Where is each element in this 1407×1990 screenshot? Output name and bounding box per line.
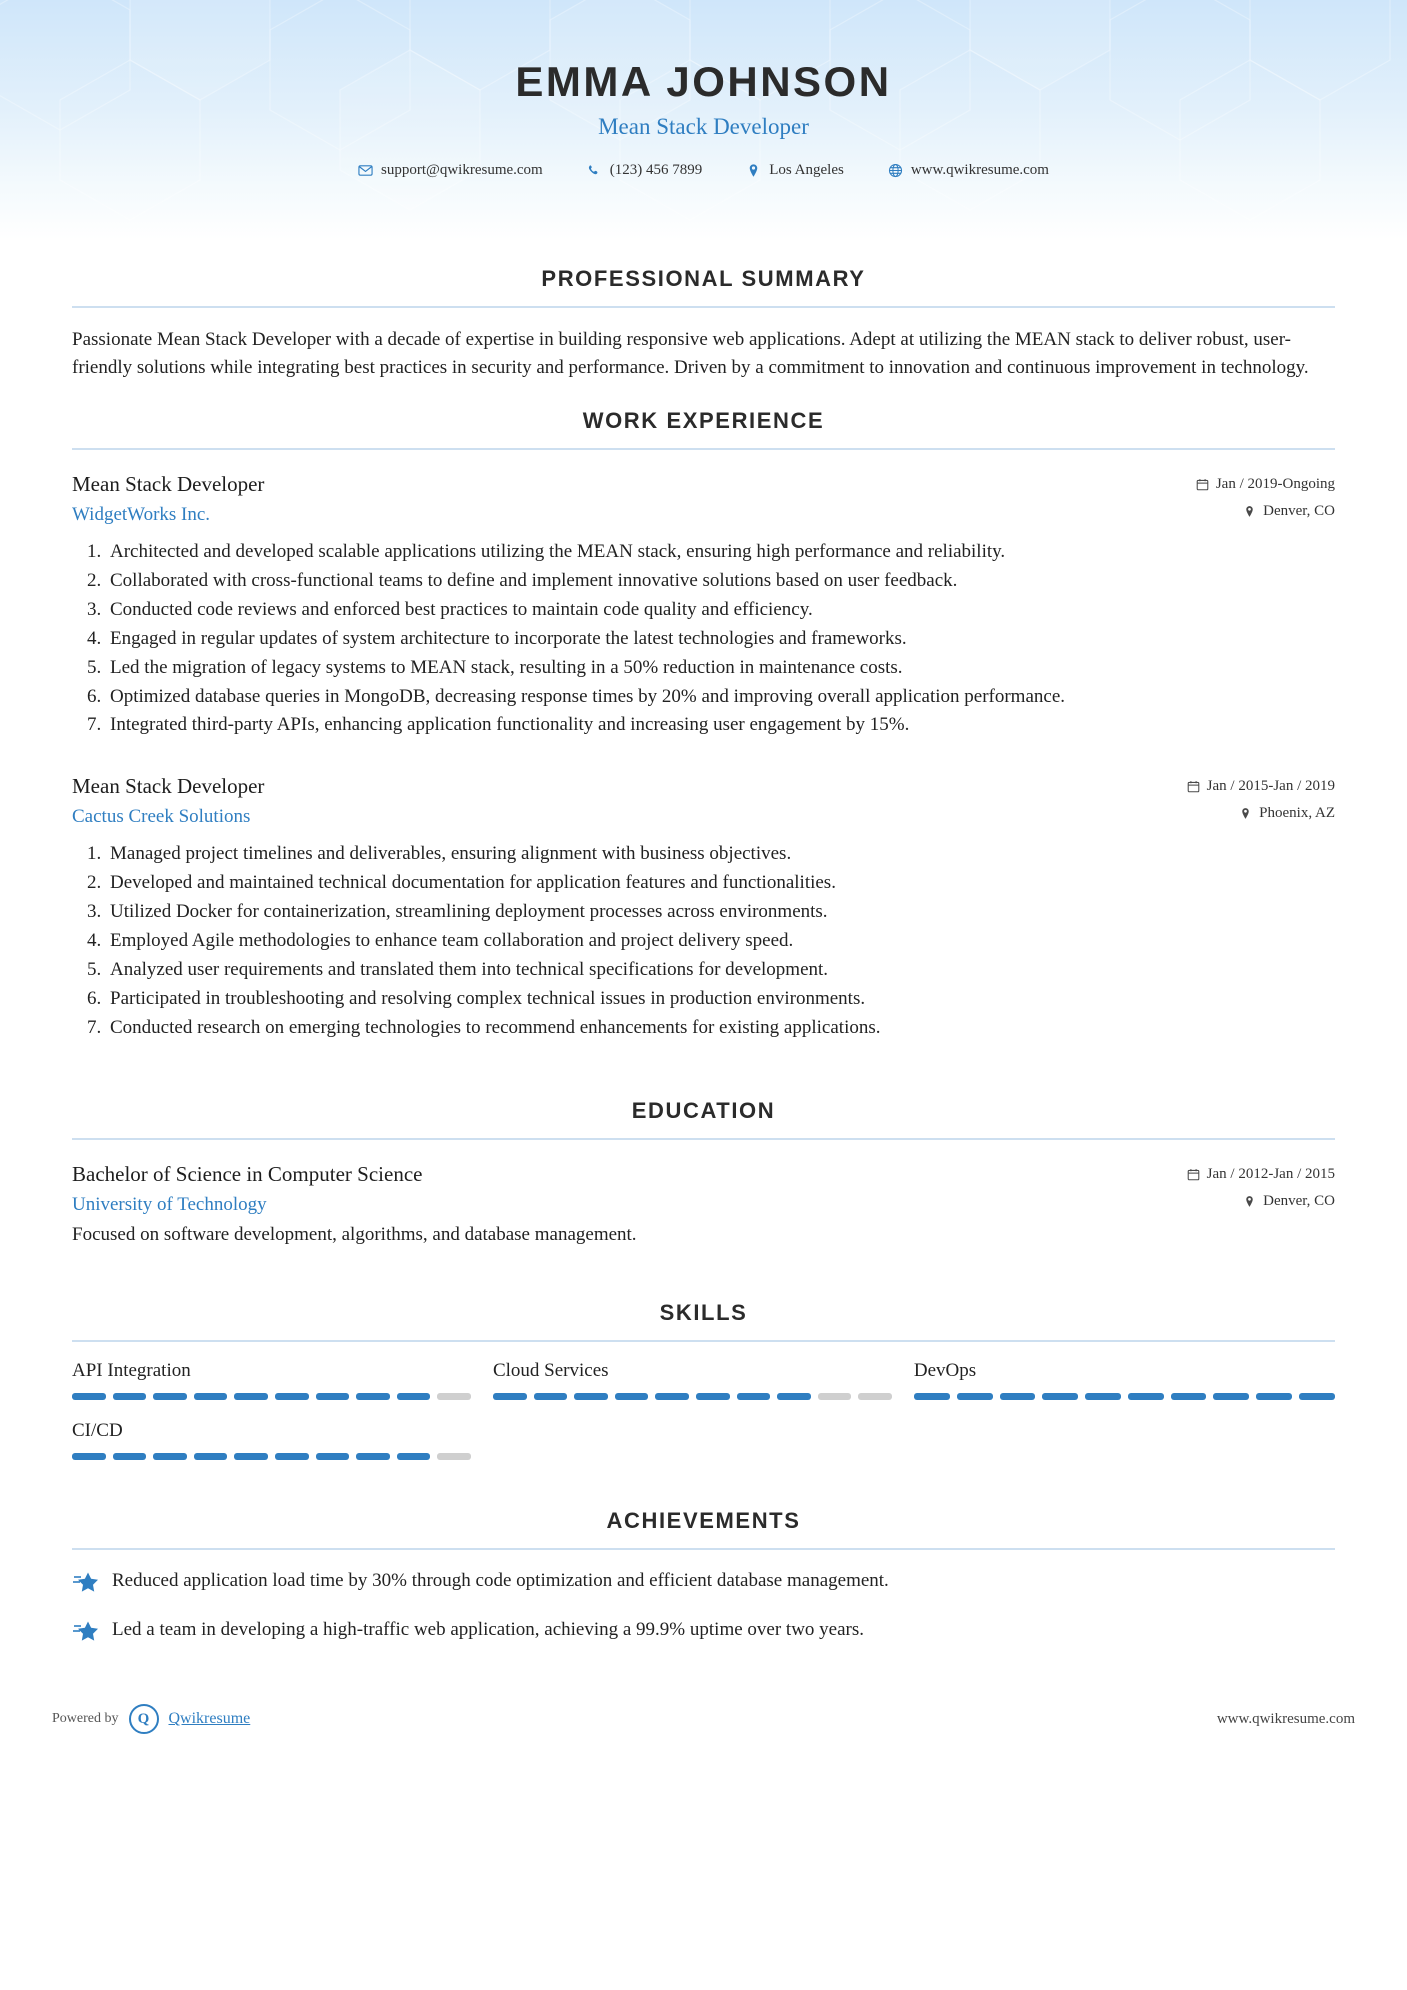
job-bullet: 6. Participated in troubleshooting and resolving complex technical issues in production environments. xyxy=(106,985,1335,1014)
job-dates-text: Jan / 2019-Ongoing xyxy=(1215,476,1335,493)
job-bullet: 1. Architected and developed scalable applications utilizing the MEAN stack, ensuring high performance and reliability. xyxy=(106,538,1335,567)
education-description: Focused on software development, algorithms, and database management. xyxy=(72,1224,637,1246)
job-role: Mean Stack Developer xyxy=(72,774,265,799)
page-footer xyxy=(0,1704,1407,1760)
job-bullet: 4. Employed Agile methodologies to enhance team collaboration and project delivery speed. xyxy=(106,927,1335,956)
job-bullets xyxy=(72,538,1335,740)
divider xyxy=(72,1138,1335,1140)
calendar-icon xyxy=(1196,478,1209,491)
section-professional-summary xyxy=(0,266,1407,382)
experience-entry xyxy=(72,774,1335,1042)
star-badge-icon xyxy=(72,1619,98,1648)
job-title-subtitle: Mean Stack Developer xyxy=(598,114,809,139)
divider xyxy=(72,1548,1335,1550)
footer-website[interactable]: www.qwikresume.com xyxy=(1216,1710,1355,1727)
education-degree: Bachelor of Science in Computer Science xyxy=(72,1162,423,1187)
achievement-item xyxy=(72,1568,1335,1599)
calendar-icon xyxy=(1187,780,1200,793)
education-location-text: Denver, CO xyxy=(1263,1193,1335,1210)
education-dates-text: Jan / 2012-Jan / 2015 xyxy=(1206,1166,1335,1183)
globe-icon xyxy=(888,163,903,178)
skill-level-bar xyxy=(72,1393,471,1400)
section-education xyxy=(0,1098,1407,1246)
skills-heading: SKILLS xyxy=(659,1300,748,1326)
summary-heading: PROFESSIONAL SUMMARY xyxy=(541,266,866,291)
contact-location-text: Los Angeles xyxy=(769,162,844,178)
job-bullet: 3. Utilized Docker for containerization, streamlining deployment processes across environments. xyxy=(106,898,1335,927)
skill-level-bar xyxy=(493,1393,892,1400)
location-pin-icon xyxy=(1243,1195,1256,1208)
job-dates xyxy=(1187,778,1335,795)
section-work-experience xyxy=(0,408,1407,1042)
skills-grid xyxy=(72,1360,1335,1480)
contact-website[interactable] xyxy=(888,162,1049,179)
skill-level-bar xyxy=(914,1393,1335,1400)
contact-location xyxy=(746,162,844,179)
job-location xyxy=(1196,503,1335,520)
header-banner xyxy=(0,0,1407,240)
education-school[interactable]: University of Technology xyxy=(72,1194,267,1216)
footer-brand[interactable] xyxy=(52,1704,250,1734)
contact-row xyxy=(0,162,1407,179)
achievement-text: Reduced application load time by 30% through code optimization and efficient database management. xyxy=(112,1570,889,1592)
job-bullet: 7. Integrated third-party APIs, enhancing application functionality and increasing user engagement by 15%. xyxy=(106,711,1335,740)
phone-icon xyxy=(587,163,602,178)
experience-entry xyxy=(72,472,1335,740)
skill-name: API Integration xyxy=(72,1360,191,1382)
contact-phone[interactable] xyxy=(587,162,703,179)
experience-heading: WORK EXPERIENCE xyxy=(582,408,825,434)
education-heading: EDUCATION xyxy=(631,1098,776,1124)
job-bullets xyxy=(72,840,1335,1042)
divider xyxy=(72,1340,1335,1342)
job-location xyxy=(1187,805,1335,822)
divider xyxy=(72,306,1335,308)
job-bullet: 7. Conducted research on emerging technologies to recommend enhancements for existing applications. xyxy=(106,1014,1335,1043)
skill-item xyxy=(914,1360,1335,1400)
job-bullet: 2. Developed and maintained technical documentation for application features and functionalities. xyxy=(106,869,1335,898)
location-pin-icon xyxy=(1243,505,1256,518)
education-location xyxy=(1187,1193,1335,1210)
location-pin-icon xyxy=(1239,807,1252,820)
job-bullet: 1. Managed project timelines and deliverables, ensuring alignment with business objectives. xyxy=(106,840,1335,869)
powered-by-label: Powered by xyxy=(52,1711,119,1727)
job-dates-text: Jan / 2015-Jan / 2019 xyxy=(1206,778,1335,795)
skill-name: DevOps xyxy=(913,1360,977,1382)
achievements-heading: ACHIEVEMENTS xyxy=(606,1508,801,1534)
job-company[interactable]: Cactus Creek Solutions xyxy=(72,806,251,828)
skill-item xyxy=(493,1360,914,1400)
summary-text: Passionate Mean Stack Developer with a decade of expertise in building responsive web applications. Adept at utilizing the MEAN stack to deliver robust, user-friendly solutions while integrating best practices in security and performance. Driven by a commitment to innovation and continuous improvement in technology. xyxy=(72,329,1309,379)
page-title: EMMA JOHNSON xyxy=(515,58,892,105)
qwikresume-logo-icon: Q xyxy=(129,1704,159,1734)
skill-name: CI/CD xyxy=(72,1420,123,1442)
envelope-icon xyxy=(358,163,373,178)
job-role: Mean Stack Developer xyxy=(72,472,265,497)
job-company[interactable]: WidgetWorks Inc. xyxy=(72,504,211,526)
section-achievements xyxy=(0,1508,1407,1648)
contact-phone-text: (123) 456 7899 xyxy=(609,162,703,178)
skill-item xyxy=(72,1420,493,1460)
star-badge-icon xyxy=(72,1570,98,1599)
contact-email[interactable] xyxy=(358,162,543,179)
achievement-item xyxy=(72,1617,1335,1648)
job-bullet: 2. Collaborated with cross-functional teams to define and implement innovative solutions based on user feedback. xyxy=(106,567,1335,596)
section-skills xyxy=(0,1300,1407,1480)
skill-level-bar xyxy=(72,1453,471,1460)
achievement-text: Led a team in developing a high-traffic web application, achieving a 99.9% uptime over two years. xyxy=(112,1619,865,1641)
qwikresume-link[interactable]: Qwikresume xyxy=(168,1710,251,1728)
contact-website-text: www.qwikresume.com xyxy=(910,162,1049,178)
job-bullet: 6. Optimized database queries in MongoDB, decreasing response times by 20% and improving overall application performance. xyxy=(106,683,1335,712)
skill-item xyxy=(72,1360,493,1400)
job-bullet: 3. Conducted code reviews and enforced best practices to maintain code quality and efficiency. xyxy=(106,596,1335,625)
job-bullet: 5. Analyzed user requirements and translated them into technical specifications for development. xyxy=(106,956,1335,985)
job-bullet: 4. Engaged in regular updates of system architecture to incorporate the latest technologies and frameworks. xyxy=(106,625,1335,654)
education-dates xyxy=(1187,1166,1335,1183)
contact-email-text: support@qwikresume.com xyxy=(381,162,543,178)
divider xyxy=(72,448,1335,450)
education-entry xyxy=(72,1162,1335,1246)
calendar-icon xyxy=(1187,1168,1200,1181)
job-dates xyxy=(1196,476,1335,493)
job-location-text: Phoenix, AZ xyxy=(1259,805,1335,822)
location-pin-icon xyxy=(746,163,761,178)
job-bullet: 5. Led the migration of legacy systems to MEAN stack, resulting in a 50% reduction in maintenance costs. xyxy=(106,654,1335,683)
achievements-list xyxy=(72,1568,1335,1648)
skill-name: Cloud Services xyxy=(492,1360,609,1382)
job-location-text: Denver, CO xyxy=(1263,503,1335,520)
